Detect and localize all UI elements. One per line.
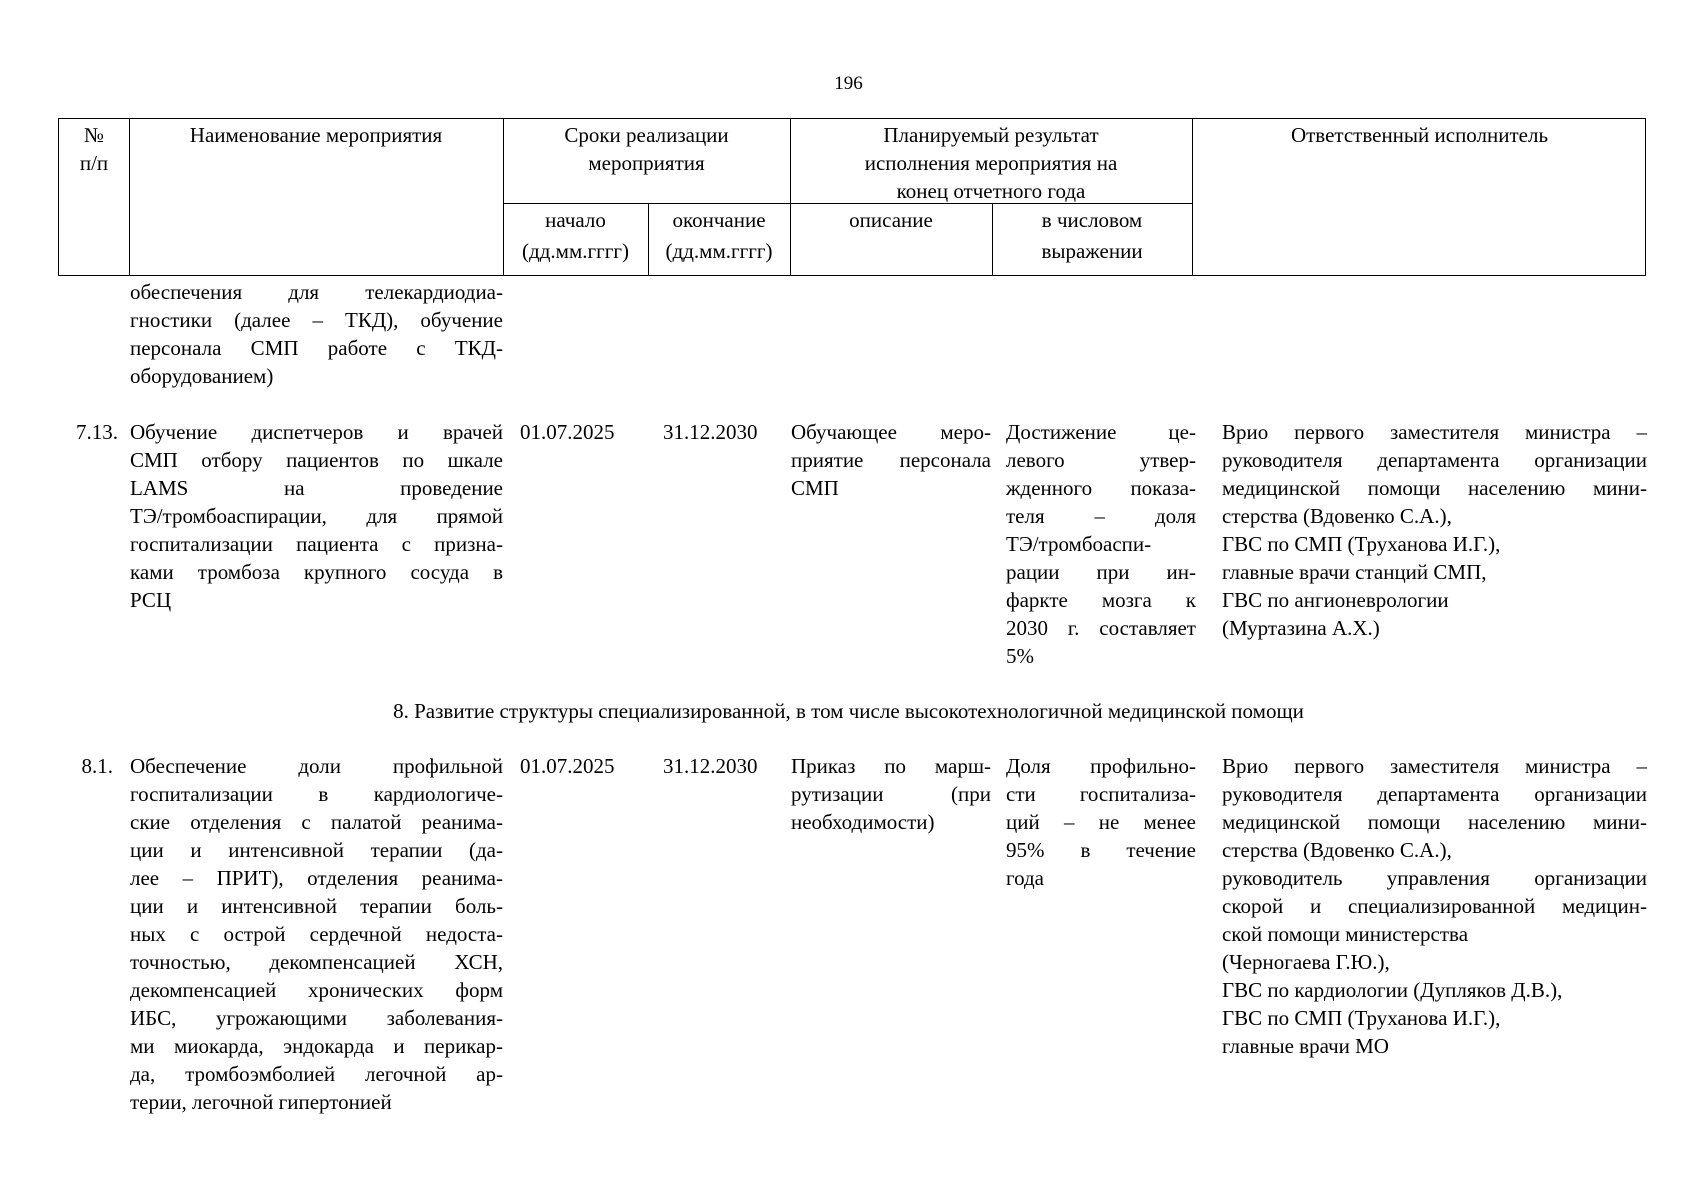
row-numeric	[1006, 752, 1196, 892]
row-start-date: 01.07.2025	[520, 420, 615, 444]
text-line: руководитель управления организации	[1222, 866, 1647, 890]
header-end-line: окончание	[672, 208, 766, 232]
text-line: ГВС по СМП (Труханова И.Г.),	[1222, 1006, 1501, 1030]
text-line: приятие персонала	[791, 448, 991, 472]
header-terms-line: Сроки реализации	[564, 123, 729, 147]
text-line: ции и интенсивной терапии боль-	[130, 894, 503, 918]
text-line: ми миокарда, эндокарда и перикар-	[130, 1034, 503, 1058]
text-line: Обеспечение доли профильной	[130, 754, 503, 778]
row-name	[130, 752, 503, 1116]
text-line: ской помощи министерства	[1222, 922, 1469, 946]
row-end-date: 31.12.2030	[663, 754, 758, 778]
row-number: 7.13.	[76, 420, 118, 444]
text-line: LAMS на проведение	[130, 476, 503, 500]
header-description-text: описание	[849, 208, 933, 232]
header-number-line: п/п	[79, 151, 109, 175]
header-result	[790, 119, 1192, 205]
text-line: лее – ПРИТ), отделения реанима-	[130, 866, 503, 890]
text-line: персонала СМП работе с ТКД-	[130, 336, 503, 360]
text-line: ИБС, угрожающими заболевания-	[130, 1006, 503, 1030]
text-line: медицинской помощи населению мини-	[1222, 476, 1647, 500]
header-responsible	[1192, 119, 1647, 149]
header-numeric-line: выражении	[1041, 239, 1143, 263]
text-line: главные врачи станций СМП,	[1222, 560, 1487, 584]
header-name-text: Наименование мероприятия	[189, 123, 443, 147]
text-line: медицинской помощи населению мини-	[1222, 810, 1647, 834]
text-line: руководителя департамента организации	[1222, 782, 1647, 806]
section-title: 8. Развитие структуры специализированной, в том числе высокотехнологичной медицинской помощи	[393, 699, 1304, 723]
text-line: Обучающее меро-	[791, 420, 991, 444]
text-line: ции и интенсивной терапии (да-	[130, 838, 503, 862]
row-description	[791, 418, 991, 502]
header-terms-line: мероприятия	[588, 151, 705, 175]
text-line: ций – не менее	[1006, 810, 1196, 834]
text-line: 95% в течение	[1006, 838, 1196, 862]
row-responsible	[1222, 752, 1647, 1060]
text-line: Врио первого заместителя министра –	[1222, 420, 1647, 444]
text-line: необходимости)	[791, 810, 935, 834]
header-numeric	[992, 203, 1192, 267]
text-line: 2030 г. составляет	[1006, 616, 1196, 640]
text-line: сти госпитализа-	[1006, 782, 1196, 806]
header-terms	[503, 119, 790, 177]
text-line: жденного показа-	[1006, 476, 1196, 500]
row-responsible	[1222, 418, 1647, 642]
text-line: СМП отбору пациентов по шкале	[130, 448, 503, 472]
text-line: теля – доля	[1006, 504, 1196, 528]
text-line: ГВС по СМП (Труханова И.Г.),	[1222, 532, 1501, 556]
row-start-date: 01.07.2025	[520, 754, 615, 778]
text-line: стерства (Вдовенко С.А.),	[1222, 504, 1452, 528]
header-end-line: (дд.мм.гггг)	[665, 239, 773, 263]
text-line: ГВС по кардиологии (Дупляков Д.В.),	[1222, 978, 1563, 1002]
text-line: ками тромбоза крупного сосуда в	[130, 560, 503, 584]
text-line: обеспечения для телекардиодиа-	[130, 280, 503, 304]
text-line: гностики (далее – ТКД), обучение	[130, 308, 503, 332]
text-line: СМП	[791, 476, 839, 500]
text-line: года	[1006, 866, 1044, 890]
row-name	[130, 418, 503, 614]
text-line: рутизации (при	[791, 782, 991, 806]
text-line: Врио первого заместителя министра –	[1222, 754, 1647, 778]
text-line: рации при ин-	[1006, 560, 1196, 584]
text-line: фаркте мозга к	[1006, 588, 1196, 612]
header-number-line: №	[83, 123, 105, 147]
text-line: ТЭ/тромбоаспи-	[1006, 532, 1152, 556]
header-start-line: начало	[545, 208, 606, 232]
header-result-line: Планируемый результат	[883, 123, 1099, 147]
text-line: главные врачи МО	[1222, 1034, 1389, 1058]
header-result-line: конец отчетного года	[896, 179, 1086, 203]
text-line: (Черногаева Г.Ю.),	[1222, 950, 1390, 974]
text-line: ГВС по ангионеврологии	[1222, 588, 1449, 612]
row-end-date: 31.12.2030	[663, 420, 758, 444]
header-name	[129, 119, 503, 149]
text-line: да, тромбоэмболией легочной ар-	[130, 1062, 503, 1086]
header-description	[790, 203, 992, 236]
header-numeric-line: в числовом	[1041, 208, 1143, 232]
text-line: декомпенсацией хронических форм	[130, 978, 503, 1002]
header-responsible-text: Ответственный исполнитель	[1290, 123, 1549, 147]
row-numeric	[1006, 418, 1196, 670]
row-description	[791, 752, 991, 836]
page-number: 196	[834, 73, 863, 94]
text-line: левого утвер-	[1006, 448, 1196, 472]
text-line: руководителя департамента организации	[1222, 448, 1647, 472]
text-line: ТЭ/тромбоаспирации, для прямой	[130, 504, 503, 528]
continuation-name	[130, 278, 503, 390]
text-line: госпитализации пациента с призна-	[130, 532, 503, 556]
header-start	[503, 203, 648, 267]
text-line: 5%	[1006, 644, 1034, 668]
text-line: оборудованием)	[130, 364, 274, 388]
text-line: Обучение диспетчеров и врачей	[130, 420, 503, 444]
text-line: скорой и специализированной медицин-	[1222, 894, 1647, 918]
header-result-line: исполнения мероприятия на	[864, 151, 1118, 175]
text-line: госпитализации в кардиологиче-	[130, 782, 503, 806]
text-line: терии, легочной гипертонией	[130, 1090, 392, 1114]
header-number	[59, 119, 129, 177]
header-end	[648, 203, 790, 267]
text-line: стерства (Вдовенко С.А.),	[1222, 838, 1452, 862]
row-number: 8.1.	[81, 754, 113, 778]
text-line: точностью, декомпенсацией ХСН,	[130, 950, 503, 974]
header-start-line: (дд.мм.гггг)	[522, 239, 629, 263]
table-header	[58, 118, 1646, 276]
text-line: ские отделения с палатой реанима-	[130, 810, 503, 834]
text-line: Приказ по марш-	[791, 754, 991, 778]
text-line: (Муртазина А.Х.)	[1222, 616, 1380, 640]
text-line: ных с острой сердечной недоста-	[130, 922, 503, 946]
text-line: Доля профильно-	[1006, 754, 1196, 778]
text-line: РСЦ	[130, 588, 172, 612]
text-line: Достижение це-	[1006, 420, 1196, 444]
